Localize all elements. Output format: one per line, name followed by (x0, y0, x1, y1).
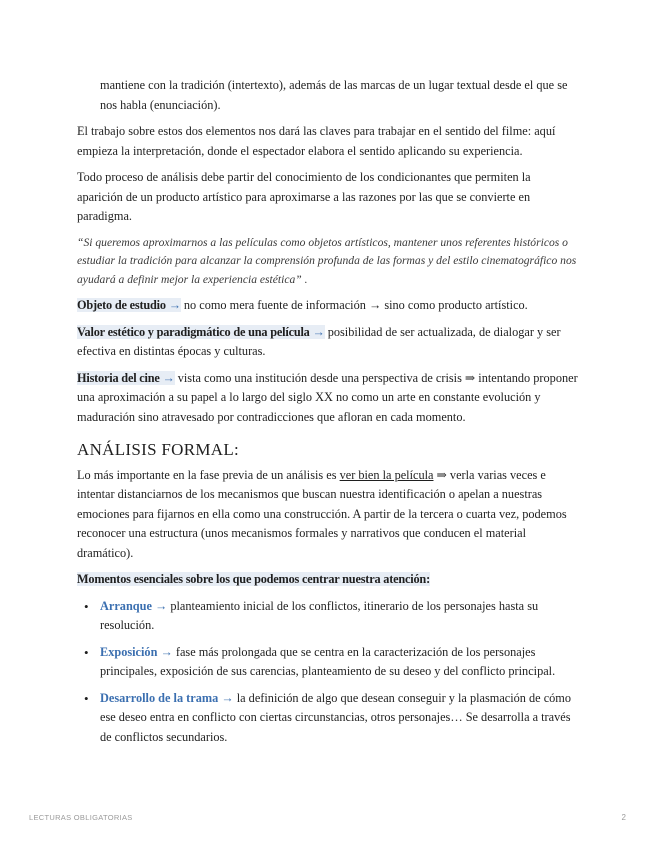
definition-term-highlight (77, 325, 325, 339)
bullet-icon: • (84, 690, 89, 706)
definition-object-of-study (77, 296, 579, 316)
footer-label: LECTURAS OBLIGATORIAS (29, 813, 133, 822)
arrow-icon: → (162, 370, 175, 385)
moments-list (77, 597, 579, 748)
intro-text: Lo más importante en la fase previa de un análisis es (77, 467, 340, 482)
arrow-icon: → (312, 324, 325, 339)
list-term: Exposición (100, 644, 158, 659)
underlined-phrase: ver bien la película (339, 467, 434, 482)
document-page (77, 76, 579, 754)
definition-term-highlight (77, 298, 181, 312)
definition-text: no como mera fuente de información → sino como producto artístico. (180, 298, 528, 312)
list-item (77, 643, 579, 682)
paragraph-analysis-process: Todo proceso de análisis debe partir del conocimiento de los condicionantes que permiten la aparición de un producto artístico para aproximarse a las razones por las que se convierte en paradigma. (77, 170, 531, 223)
definition-term-highlight (77, 371, 175, 385)
arrow-icon: → (157, 644, 173, 659)
list-term: Desarrollo de la trama (100, 690, 219, 705)
subheading-highlight: Momentos esenciales sobre los que podemos centrar nuestra atención: (77, 572, 430, 586)
arrow-icon: → (218, 690, 234, 705)
arrow-icon: → (151, 598, 168, 613)
arrow-icon: → (168, 298, 181, 312)
list-text: fase más prolongada que se centra en la caracterización de los personajes principales, exposición de sus carencias, planteamiento de su deseo y del conflicto principal. (100, 644, 556, 678)
footer-page-number: 2 (621, 813, 626, 822)
intro-text-continued: ⇒ verla varias veces e intentar distanciarnos de los mecanismos que buscan nuestra identificación o apelan a nuestras emociones para fijarnos en ella como una construcción. A partir de la tercera o cuarta vez, podemos reconocer una estructura (unos mecanismos formales y narrativos que conducen el material dramático). (77, 467, 567, 560)
definition-text: posibilidad de ser actualizada, de dialogar y ser efectiva en distintas épocas y culturas. (77, 324, 561, 358)
bullet-icon: • (84, 598, 89, 614)
definition-aesthetic-value (77, 323, 579, 362)
definition-term: Historia del cine (77, 370, 160, 385)
continuation-paragraph: mantiene con la tradición (intertexto), además de las marcas de un lugar textual desde el que se nos habla (enunciación). (100, 78, 568, 112)
list-text: planteamiento inicial de los conflictos, itinerario de los personajes hasta su resolución. (100, 598, 539, 632)
section-intro-paragraph (77, 466, 579, 564)
section-heading: ANÁLISIS FORMAL: (77, 440, 240, 459)
definition-film-history (77, 369, 579, 428)
paragraph-interpretation: El trabajo sobre estos dos elementos nos dará las claves para trabajar en el sentido del filme: aquí empieza la interpretación, donde el espectador elabora el sentido aplicando su experiencia. (77, 124, 556, 158)
quote-paragraph: “Si queremos aproximarnos a las películas como objetos artísticos, mantener unos referentes históricos o estudiar la tradición para alcanzar la comprensión profunda de las formas y del estilo cinematográfico nos ayudará a definir mejor la experiencia estética” . (77, 235, 577, 286)
list-text: la definición de algo que desean conseguir y la plasmación de cómo ese deseo entra en conflicto con ciertas circunstancias, otros personajes… Se desarrolla a través de conflictos secundarios. (100, 690, 572, 744)
list-term: Arranque (100, 598, 152, 613)
definition-term: Valor estético y paradigmático de una película (77, 324, 310, 339)
definition-term: Objeto de estudio (77, 298, 166, 312)
list-item (77, 597, 579, 636)
subheading-paragraph (77, 570, 579, 590)
list-item (77, 689, 579, 748)
definition-text: vista como una institución desde una perspectiva de crisis ⇒ intentando proponer una aproximación a su papel a lo largo del siglo XX no como un arte en constante evolución y maduración sino atravesado por contradicciones que afloran en cada momento. (77, 370, 578, 424)
bullet-icon: • (84, 644, 89, 660)
